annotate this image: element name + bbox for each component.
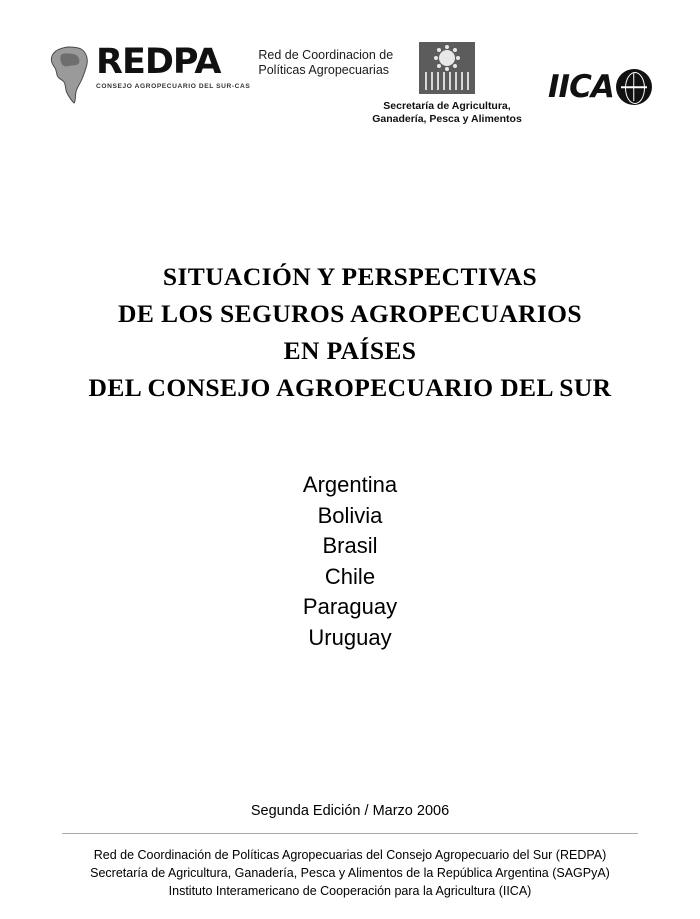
list-item: Bolivia [317, 502, 383, 528]
list-item: Chile [324, 563, 376, 589]
footer-divider [62, 833, 638, 834]
redpa-tagline-line2: Políticas Agropecuarias [258, 63, 390, 77]
footer-line-1: Red de Coordinación de Políticas Agropecuarias del Consejo Agropecuario del Sur (REDPA) [93, 848, 607, 862]
sagpya-caption-line1: Secretaría de Agricultura, [383, 100, 511, 112]
redpa-wordmark: REDPA [96, 42, 221, 82]
list-item: Argentina [302, 472, 398, 497]
list-item: Brasil [322, 533, 378, 558]
sun-icon [439, 50, 455, 66]
field-rows-icon [425, 72, 469, 90]
page-title [0, 258, 700, 406]
country-list [0, 470, 700, 653]
document-footer [0, 846, 700, 900]
list-item: Uruguay [308, 624, 392, 650]
edition-text: Segunda Edición / Marzo 2006 [250, 803, 450, 819]
globe-icon [616, 69, 652, 105]
globe-ring-icon [625, 72, 645, 104]
list-item: Paraguay [302, 594, 398, 619]
sun-and-field-emblem-icon [419, 42, 475, 94]
title-line-2: DE LOS SEGUROS AGROPECUARIOS [118, 299, 582, 328]
footer-line-3: Instituto Interamericano de Cooperación para la Agricultura (IICA) [168, 884, 532, 898]
title-line-3: EN PAÍSES [283, 336, 417, 365]
redpa-tagline-line1: Red de Coordinacion de [258, 48, 394, 62]
sagpya-caption-line2: Ganadería, Pesca y Alimentos [372, 113, 522, 125]
redpa-subtitle: CONSEJO AGROPECUARIO DEL SUR-CAS [96, 83, 251, 90]
redpa-logo [48, 44, 393, 104]
sagpya-logo [372, 42, 522, 126]
footer-line-2: Secretaría de Agricultura, Ganadería, Pesca y Alimentos de la República Argentina (SAGPyA) [90, 866, 610, 880]
title-line-1: SITUACIÓN Y PERSPECTIVAS [162, 262, 538, 291]
iica-logo [548, 69, 652, 105]
iica-wordmark: IICA [548, 69, 614, 105]
title-line-4: DEL CONSEJO AGROPECUARIO DEL SUR [88, 373, 612, 402]
document-header [0, 22, 700, 127]
south-america-map-icon [48, 46, 92, 104]
